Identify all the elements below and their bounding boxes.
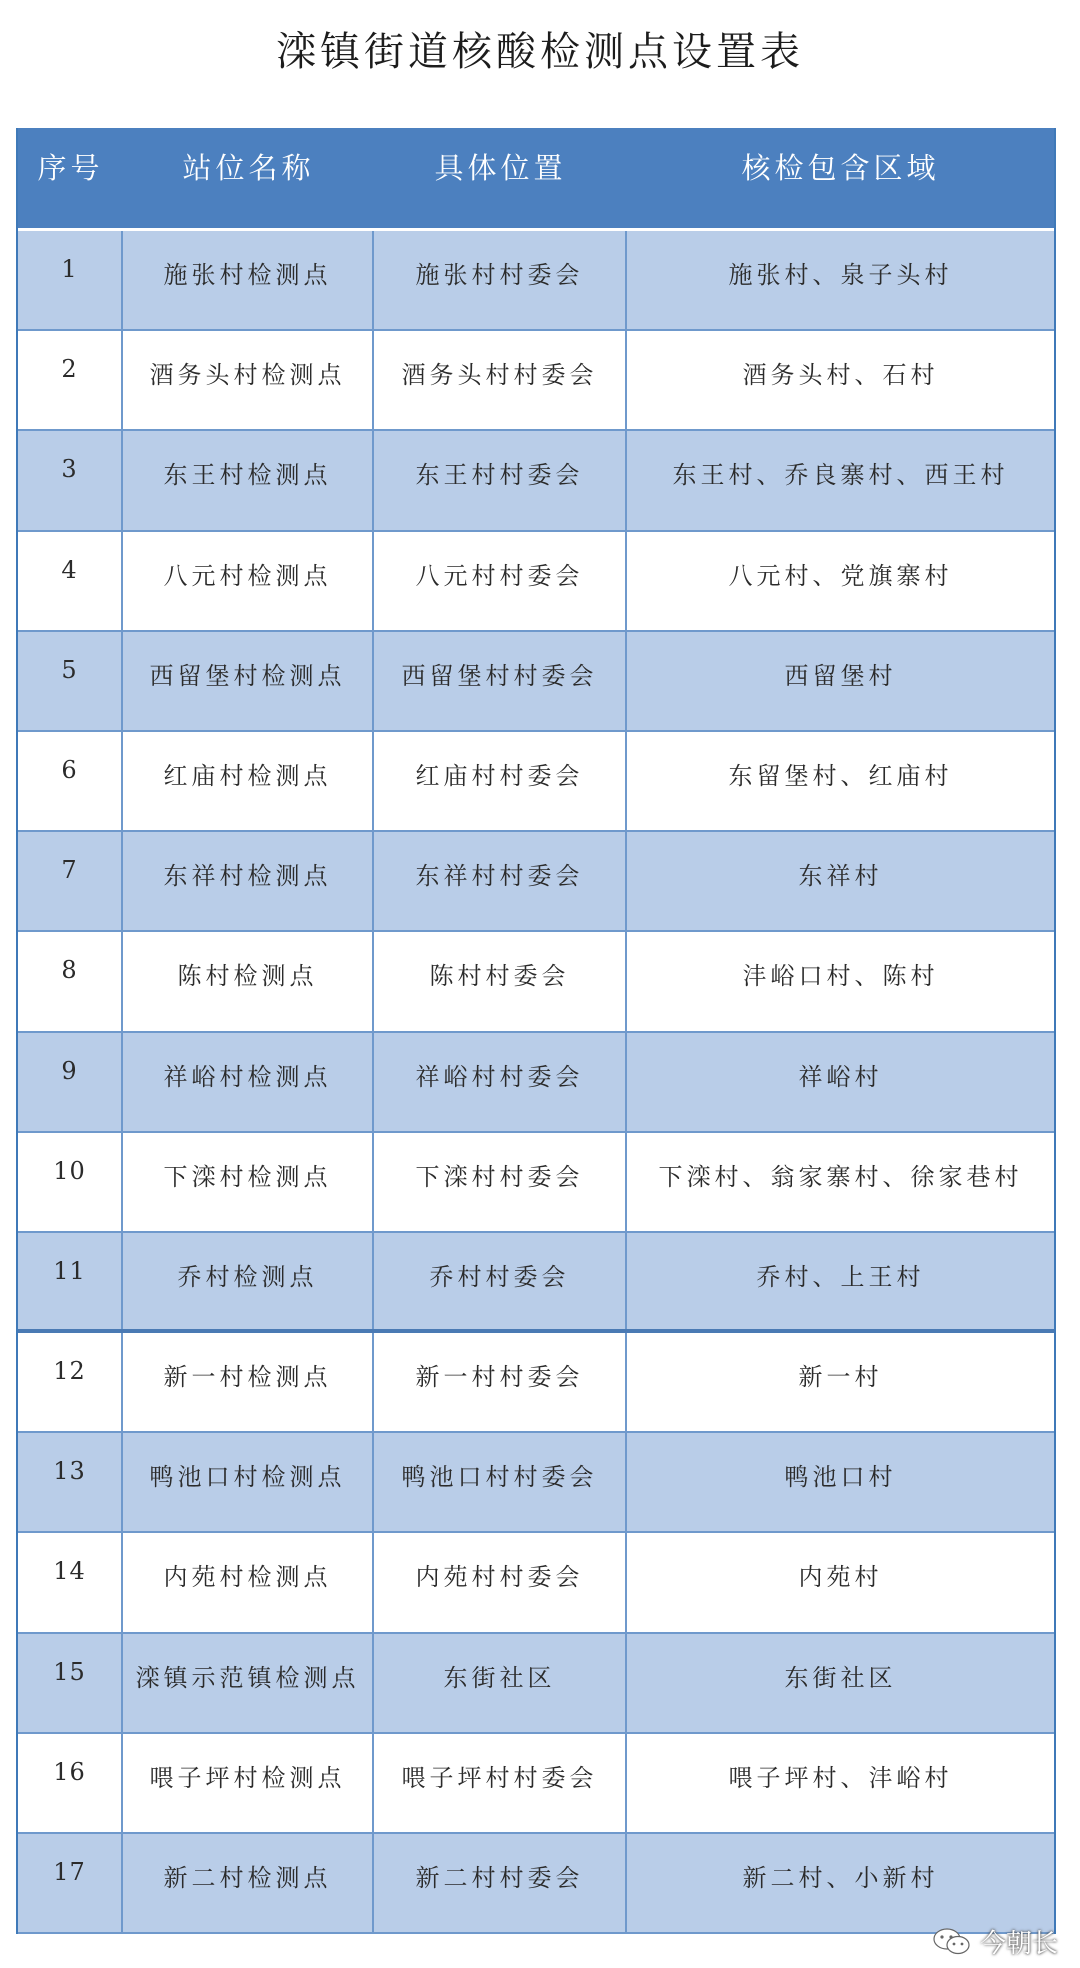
location: 红庙村村委会 <box>374 732 627 830</box>
station-name: 红庙村检测点 <box>123 732 374 830</box>
station-name: 陈村检测点 <box>123 932 374 1030</box>
coverage-area: 酒务头村、石村 <box>742 361 939 390</box>
coverage-area: 东街社区 <box>784 1663 897 1692</box>
table-row <box>18 331 1054 431</box>
station-name: 八元村检测点 <box>123 532 374 630</box>
test-site-table <box>16 128 1056 1934</box>
station-name: 新一村检测点 <box>123 1333 374 1431</box>
coverage-area: 施张村、泉子头村 <box>728 261 953 289</box>
header-station-name: 站位名称 <box>182 151 315 185</box>
location: 八元村村委会 <box>374 532 627 630</box>
row-index: 12 <box>18 1333 123 1431</box>
location: 陈村村委会 <box>374 932 627 1030</box>
station-name: 新二村检测点 <box>123 1834 374 1932</box>
station-name: 施张村检测点 <box>123 231 374 329</box>
header-index: 序号 <box>37 151 104 185</box>
location: 东祥村村委会 <box>374 832 627 930</box>
table-header-row <box>18 128 1054 231</box>
table-row <box>18 732 1054 832</box>
location: 下滦村村委会 <box>374 1133 627 1231</box>
table-row <box>18 1433 1054 1533</box>
coverage-area: 乔村、上王村 <box>756 1262 925 1291</box>
location: 东王村村委会 <box>374 431 627 529</box>
station-name: 乔村检测点 <box>123 1233 374 1329</box>
watermark <box>932 1923 1058 1960</box>
location: 鸭池口村村委会 <box>374 1433 627 1531</box>
coverage-area: 八元村、党旗寨村 <box>728 561 953 590</box>
coverage-area: 沣峪口村、陈村 <box>742 962 939 991</box>
table-row <box>18 1634 1054 1734</box>
row-index: 3 <box>18 431 123 529</box>
station-name: 下滦村检测点 <box>123 1133 374 1231</box>
header-location: 具体位置 <box>434 151 567 185</box>
table-row <box>18 532 1054 632</box>
table-row <box>18 431 1054 531</box>
coverage-area: 喂子坪村、沣峪村 <box>728 1763 953 1792</box>
location: 内苑村村委会 <box>374 1533 627 1631</box>
coverage-area: 内苑村 <box>798 1563 883 1592</box>
location: 西留堡村村委会 <box>374 632 627 730</box>
coverage-area: 东祥村 <box>798 862 883 891</box>
station-name: 喂子坪村检测点 <box>123 1734 374 1832</box>
row-index: 13 <box>18 1433 123 1531</box>
table-body <box>18 231 1054 1934</box>
row-index: 7 <box>18 832 123 930</box>
station-name: 内苑村检测点 <box>123 1533 374 1631</box>
row-index: 17 <box>18 1834 123 1932</box>
station-name: 鸭池口村检测点 <box>123 1433 374 1531</box>
station-name: 滦镇示范镇检测点 <box>123 1634 374 1732</box>
location: 喂子坪村村委会 <box>374 1734 627 1832</box>
location: 祥峪村村委会 <box>374 1033 627 1131</box>
location: 新一村村委会 <box>374 1333 627 1431</box>
station-name: 西留堡村检测点 <box>123 632 374 730</box>
row-index: 2 <box>18 331 123 429</box>
row-index: 9 <box>18 1033 123 1131</box>
coverage-area: 下滦村、翁家寨村、徐家巷村 <box>658 1162 1023 1191</box>
station-name: 祥峪村检测点 <box>123 1033 374 1131</box>
row-index: 5 <box>18 632 123 730</box>
table-row <box>18 1033 1054 1133</box>
coverage-area: 西留堡村 <box>784 661 897 690</box>
table-row <box>18 1333 1054 1433</box>
header-coverage-area: 核检包含区域 <box>741 151 940 185</box>
table-row <box>18 1533 1054 1633</box>
coverage-area: 鸭池口村 <box>784 1463 897 1492</box>
location: 东街社区 <box>374 1634 627 1732</box>
location: 新二村村委会 <box>374 1834 627 1932</box>
coverage-area: 祥峪村 <box>798 1062 883 1091</box>
coverage-area: 新一村 <box>798 1363 883 1392</box>
table-row <box>18 632 1054 732</box>
table-row <box>18 1133 1054 1233</box>
page-title: 滦镇街道核酸检测点设置表 <box>276 29 804 75</box>
wechat-icon <box>932 1927 972 1957</box>
location: 乔村村委会 <box>374 1233 627 1329</box>
coverage-area: 新二村、小新村 <box>742 1864 939 1892</box>
row-index: 10 <box>18 1133 123 1231</box>
row-index: 14 <box>18 1533 123 1631</box>
location: 酒务头村村委会 <box>374 331 627 429</box>
table-row <box>18 1734 1054 1834</box>
row-index: 8 <box>18 932 123 1030</box>
location: 施张村村委会 <box>374 231 627 329</box>
row-index: 1 <box>18 231 123 329</box>
row-index: 4 <box>18 532 123 630</box>
station-name: 东王村检测点 <box>123 431 374 529</box>
table-row <box>18 1834 1054 1934</box>
table-row <box>18 832 1054 932</box>
station-name: 东祥村检测点 <box>123 832 374 930</box>
row-index: 11 <box>18 1233 123 1329</box>
watermark-text: 今朝长 <box>979 1929 1058 1959</box>
row-index: 6 <box>18 732 123 830</box>
row-index: 16 <box>18 1734 123 1832</box>
table-row <box>18 932 1054 1032</box>
station-name: 酒务头村检测点 <box>123 331 374 429</box>
table-row <box>18 231 1054 331</box>
coverage-area: 东留堡村、红庙村 <box>728 761 953 790</box>
row-index: 15 <box>18 1634 123 1732</box>
coverage-area: 东王村、乔良寨村、西王村 <box>672 461 1009 490</box>
table-row <box>18 1233 1054 1333</box>
